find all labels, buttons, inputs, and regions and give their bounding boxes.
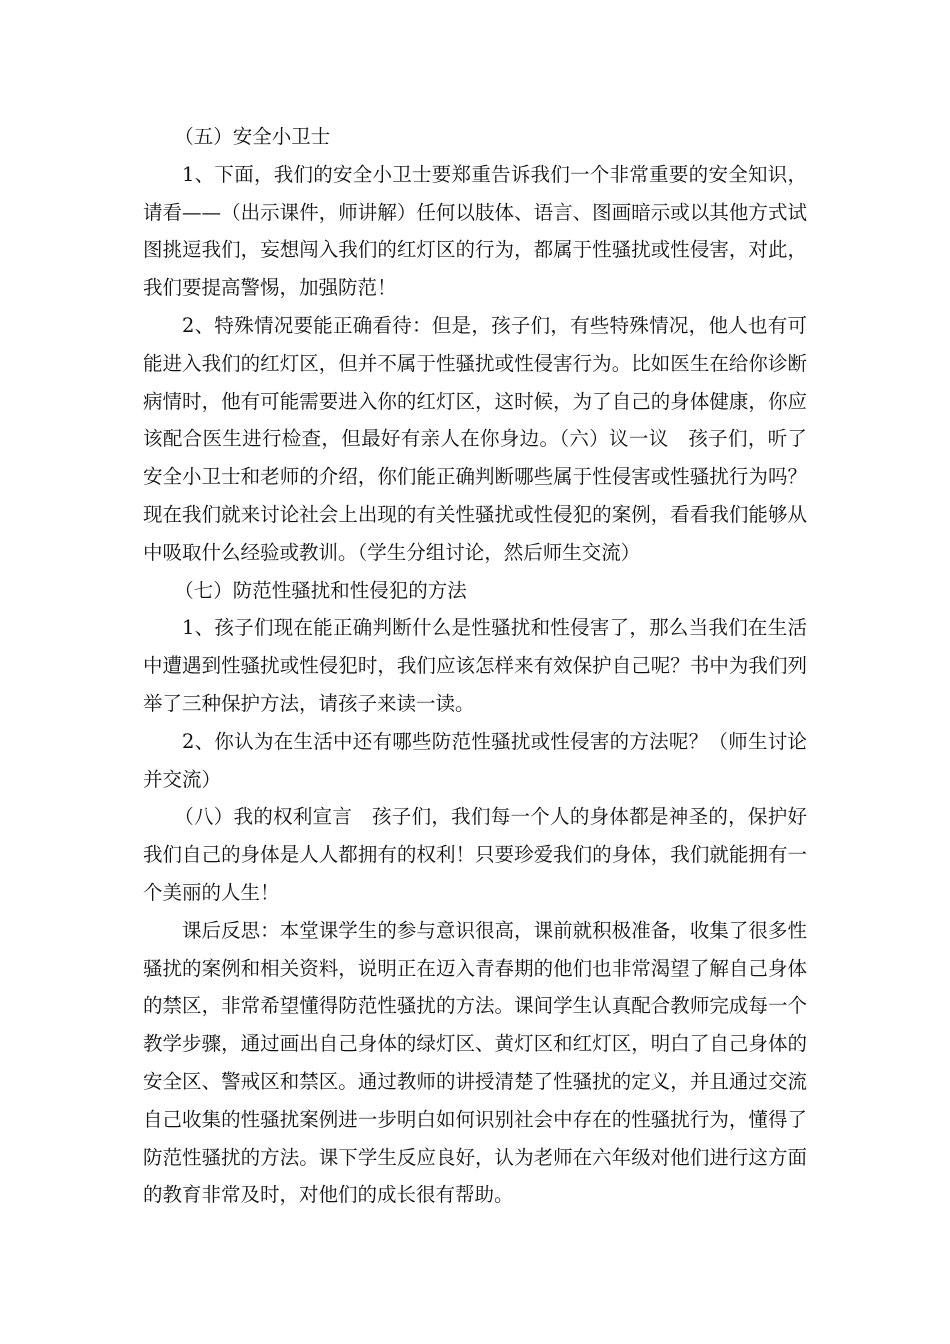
paragraph: 1、孩子们现在能正确判断什么是性骚扰和性侵害了，那么当我们在生活中遭遇到性骚扰或性侵犯时，我们应该怎样来有效保护自己呢？书中为我们列举了三种保护方法，请孩子来读一读。 [143, 616, 807, 715]
paragraph: 2、特殊情况要能正确看待：但是，孩子们，有些特殊情况，他人也有可能进入我们的红灯区，但并不属于性骚扰或性侵害行为。比如医生在给你诊断病情时，他有可能需要进入你的红灯区，这时候，为了自己的身体健康，你应该配合医生进行检查，但最好有亲人在你身边。（六）议一议 孩子们，听了安全小卫士和老师的介绍，你们能正确判断哪些属于性侵害或性骚扰行为吗？现在我们就来讨论社会上出现的有关性骚扰或性侵犯的案例，看看我们能够从中吸取什么经验或教训。（学生分组讨论，然后师生交流） [143, 313, 807, 564]
paragraph: 2、你认为在生活中还有哪些防范性骚扰或性侵害的方法呢？（师生讨论并交流） [143, 729, 807, 791]
section-eight-paragraph: （八）我的权利宣言 孩子们，我们每一个人的身体都是神圣的，保护好我们自己的身体是人人都拥有的权利！只要珍爱我们的身体，我们就能拥有一个美丽的人生！ [143, 805, 807, 904]
reflection-paragraph: 课后反思：本堂课学生的参与意识很高，课前就积极准备，收集了很多性骚扰的案例和相关资料，说明正在迈入青春期的他们也非常渴望了解自己身体的禁区，非常希望懂得防范性骚扰的方法。课间学生认真配合教师完成每一个教学步骤，通过画出自己身体的绿灯区、黄灯区和红灯区，明白了自己身体的安全区、警戒区和禁区。通过教师的讲授清楚了性骚扰的定义，并且通过交流自己收集的性骚扰案例进一步明白如何识别社会中存在的性骚扰行为，懂得了防范性骚扰的方法。课下学生反应良好，认为老师在六年级对他们进行这方面的教育非常及时，对他们的成长很有帮助。 [143, 918, 807, 1207]
section-heading-seven: （七）防范性骚扰和性侵犯的方法 [174, 578, 467, 602]
document-body [143, 118, 807, 1214]
section-heading-five: （五）安全小卫士 [174, 125, 331, 148]
paragraph: 1、下面，我们的安全小卫士要郑重告诉我们一个非常重要的安全知识，请看——（出示课件，师讲解）任何以肢体、语言、图画暗示或以其他方式试图挑逗我们，妄想闯入我们的红灯区的行为，都属于性骚扰或性侵害，对此，我们要提高警惕，加强防范！ [143, 162, 807, 300]
